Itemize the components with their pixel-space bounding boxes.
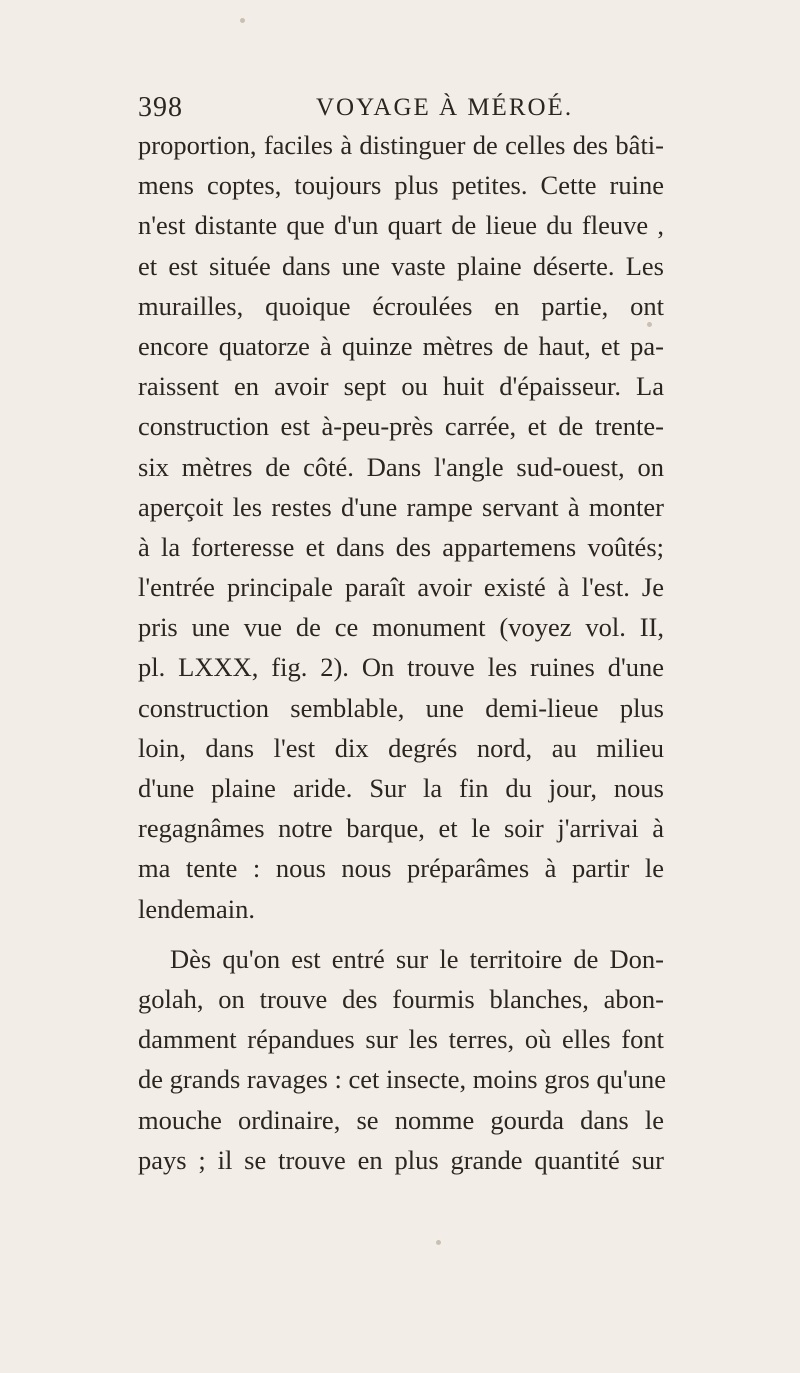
text-line: six mètres de côté. Dans l'angle sud-ouest, on [138,451,664,482]
text-line: l'entrée principale paraît avoir existé à l'est. Je [138,572,664,603]
text-line: d'une plaine aride. Sur la fin du jour, nous [138,773,664,803]
text-line: golah, on trouve des fourmis blanches, abon- [138,983,664,1014]
page-number: 398 [138,92,183,123]
text-line: mens coptes, toujours plus petites. Cette ruine [138,170,664,201]
text-line: lendemain. [138,893,255,924]
text-line: et est située dans une vaste plaine déserte. Les [138,250,664,281]
text-line: damment répandues sur les terres, où elles font [138,1024,664,1055]
text-line: de grands ravages : cet insecte, moins gros qu'une [138,1064,666,1095]
paper-speck [240,18,245,23]
text-line: pris une vue de ce monument (voyez vol. II, [138,612,664,643]
text-line: raissent en avoir sept ou huit d'épaisseur. La [138,371,664,402]
body-text [138,125,664,1180]
text-line: aperçoit les restes d'une rampe servant à monter [138,491,664,522]
text-line: regagnâmes notre barque, et le soir j'arrivai à [138,813,664,844]
text-line: proportion, faciles à distinguer de celles des bâti- [138,130,664,160]
text-line: encore quatorze à quinze mètres de haut, et pa- [138,330,664,361]
paper-speck [436,1240,441,1245]
text-line: mouche ordinaire, se nomme gourda dans le [138,1104,664,1135]
text-line: pl. LXXX, fig. 2). On trouve les ruines d'une [138,652,664,683]
text-line: construction est à-peu-près carrée, et de trente- [138,411,664,442]
text-line: loin, dans l'est dix degrés nord, au milieu [138,732,664,763]
text-line: murailles, quoique écroulées en partie, ont [138,290,664,321]
text-line: ma tente : nous nous préparâmes à partir le [138,853,664,884]
paper-speck [647,322,652,327]
text-line: pays ; il se trouve en plus grande quantité sur [138,1144,664,1175]
text-line: à la forteresse et dans des appartemens voûtés; [138,531,664,562]
text-line: n'est distante que d'un quart de lieue du fleuve , [138,210,664,241]
running-title: VOYAGE À MÉROÉ. [316,94,574,121]
text-line: construction semblable, une demi-lieue plus [138,692,664,723]
text-line: Dès qu'on est entré sur le territoire de Don- [170,943,664,974]
